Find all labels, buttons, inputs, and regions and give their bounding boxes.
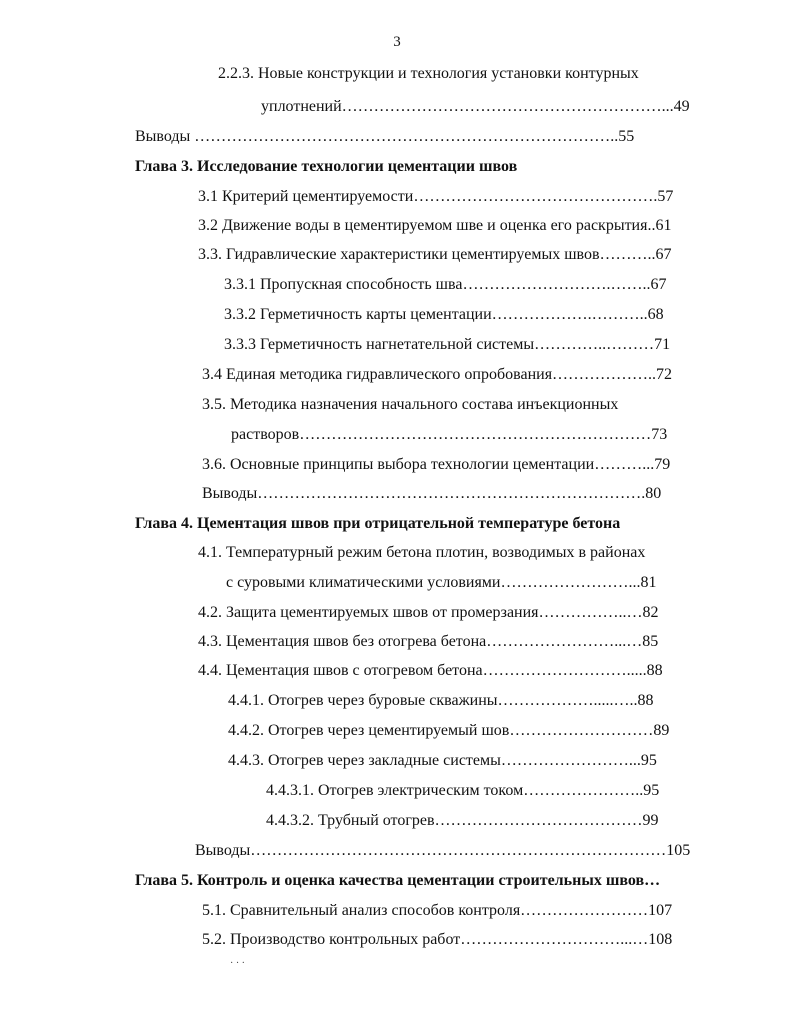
toc-line-conclusions-4: Выводы……………………………………………………………………105 xyxy=(195,842,691,859)
toc-line-2-2-3: 2.2.3. Новые конструкции и технология установки контурных xyxy=(218,65,639,82)
toc-line-3-3: 3.3. Гидравлические характеристики цементируемых швов………..67 xyxy=(198,246,672,263)
toc-line-3-1: 3.1 Критерий цементируемости……………………………………….57 xyxy=(198,188,674,205)
toc-line-conclusions-3: Выводы……………………………………………………………….80 xyxy=(202,485,662,502)
toc-chapter-5-heading: Глава 5. Контроль и оценка качества цементации строительных швов… xyxy=(135,872,661,889)
toc-line-4-4-1: 4.4.1. Отогрев через буровые скважины……………….....…..88 xyxy=(228,692,654,709)
toc-line-3-5-cont: растворов…………………………………………………………73 xyxy=(231,426,668,443)
toc-line-4-4-3-2: 4.4.3.2. Трубный отогрев…………………………………99 xyxy=(266,812,659,829)
toc-line-3-3-1: 3.3.1 Пропускная способность шва……………………….……..67 xyxy=(224,276,667,293)
toc-line-4-4-3: 4.4.3. Отогрев через закладные системы……………………...95 xyxy=(228,752,657,769)
toc-line-4-4-2: 4.4.2. Отогрев через цементируемый шов………………………89 xyxy=(228,722,670,739)
toc-line-4-4-3-1: 4.4.3.1. Отогрев электрическим током…………………..95 xyxy=(266,782,660,799)
toc-line-3-3-2: 3.3.2 Герметичность карты цементации……………….………..68 xyxy=(224,306,664,323)
toc-line-4-1-cont: с суровыми климатическими условиями……………………...81 xyxy=(226,574,657,591)
toc-chapter-4-heading: Глава 4. Цементация швов при отрицательной температуре бетона xyxy=(135,515,621,532)
toc-line-3-2: 3.2 Движение воды в цементируемом шве и оценка его раскрытия..61 xyxy=(198,217,672,234)
toc-line-3-6: 3.6. Основные принципы выбора технологии цементации………...79 xyxy=(202,456,671,473)
toc-line-2-2-3-cont: уплотнений……………………………………………………...49 xyxy=(261,98,690,115)
toc-line-3-4: 3.4 Единая методика гидравлического опробования………………..72 xyxy=(202,366,673,383)
toc-line-3-5: 3.5. Методика назначения начального состава инъекционных xyxy=(202,396,619,413)
toc-line-5-2: 5.2. Производство контрольных работ…………………………...…108 xyxy=(202,931,673,948)
scan-artifact-marks: · · · xyxy=(230,958,245,969)
toc-line-3-3-3: 3.3.3 Герметичность нагнетательной системы…………..………71 xyxy=(224,336,671,353)
toc-line-5-1: 5.1. Сравнительный анализ способов контроля……………………107 xyxy=(202,902,673,919)
toc-line-4-1: 4.1. Температурный режим бетона плотин, возводимых в районах xyxy=(198,544,646,561)
toc-line-4-4: 4.4. Цементация швов с отогревом бетона……………………….....88 xyxy=(198,662,663,679)
toc-chapter-3-heading: Глава 3. Исследование технологии цементации швов xyxy=(135,158,518,175)
toc-line-conclusions-2: Выводы ……………………………………………………………………..55 xyxy=(135,128,635,145)
toc-line-4-3: 4.3. Цементация швов без отогрева бетона……………………...…85 xyxy=(198,633,659,650)
toc-line-4-2: 4.2. Защита цементируемых швов от промерзания……………..…82 xyxy=(198,604,659,621)
page-number: 3 xyxy=(393,34,401,50)
